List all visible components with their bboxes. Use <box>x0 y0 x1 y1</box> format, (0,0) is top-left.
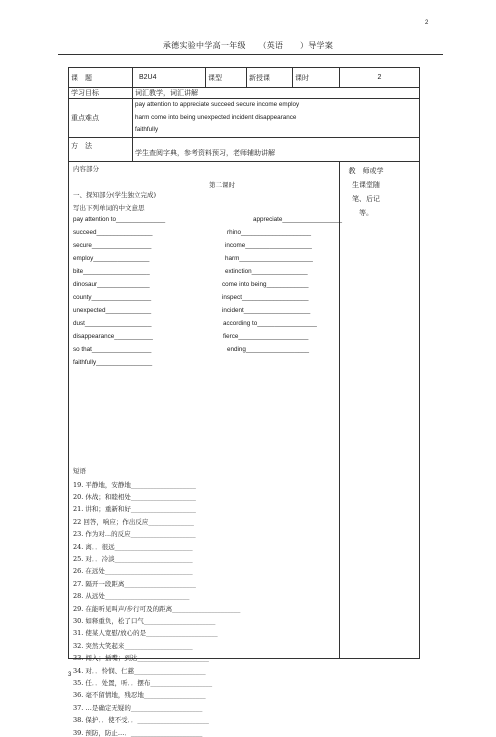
vocab-item-left: dinosaur_______________ <box>73 280 150 288</box>
side-note: 教 师或学生课堂随笔、后记等。 <box>348 166 384 217</box>
vocab-item-right: rhino____________________ <box>227 228 312 236</box>
vocab-item-right: according to_________________ <box>223 319 317 327</box>
method-label: 方 法 <box>69 137 133 161</box>
content-label: 内容部分 <box>73 164 99 173</box>
vocab-item-left: pay attention to______________ <box>73 215 166 223</box>
side-note-cell <box>340 161 420 658</box>
phrase-item: 37. …是确定无疑的______________________ <box>73 703 203 712</box>
objective-value: 词汇教学，词汇讲解 <box>133 88 420 99</box>
vocab-item-right: ending__________________ <box>227 345 309 353</box>
vocab-item-left: county_________________ <box>73 293 152 301</box>
phrase-item: 32. 突然大笑起来_____________________ <box>73 641 193 650</box>
phrase-item: 21. 讲和；重新和好____________________ <box>73 505 196 514</box>
lesson-type-value: 新授课 <box>247 68 293 88</box>
topic-label: 课 题 <box>69 68 133 88</box>
phrase-item: 38. 保护．．使不受．．______________________ <box>73 716 209 725</box>
phrase-item: 19. 平静地，安静地____________________ <box>73 480 196 489</box>
objective-label: 学习目标 <box>69 88 133 99</box>
class-hours-label: 课时 <box>293 68 340 88</box>
key-points-line-1: pay attention to appreciate succeed secure income employ <box>135 101 300 108</box>
phrases-label: 短语 <box>73 466 86 475</box>
key-points-line-3: faithfully <box>135 126 159 133</box>
vocab-item-left: succeed________________ <box>73 228 153 236</box>
phrase-item: 35. 任．．处置，听．．摆布___________________ <box>73 678 213 687</box>
section-heading: 一、探知部分(学生独立完成) <box>73 190 157 199</box>
vocab-item-left: secure_________________ <box>73 241 152 249</box>
vocab-item-left: unexpected_____________ <box>73 306 152 314</box>
phrase-item: 34. 对．．怜悯、仁慈______________________ <box>73 666 206 675</box>
page-number-bottom: 3 <box>68 672 72 678</box>
lesson-type-label: 课型 <box>206 68 247 88</box>
phrase-item: 33. 闯入；插嘴；到达______________________ <box>73 654 209 663</box>
vocab-item-right: appreciate_________________ <box>253 215 342 223</box>
key-points-line-2: harm come into being unexpected incident disappearance <box>135 113 297 121</box>
phrase-item: 23. 作为对...的反应____________________ <box>73 530 196 539</box>
instruction-text: 写出下列单词的中文意思 <box>73 203 145 212</box>
lesson-plan-table <box>68 67 420 737</box>
page-number-top: 2 <box>425 20 429 26</box>
phrase-item: 22 回答，响应；作出反应______________ <box>73 517 194 526</box>
lesson-heading: 第二课时 <box>209 180 235 189</box>
topic-value: B2U4 <box>133 68 206 88</box>
phrase-item: 31. 使某人宽慰/放心的是______________________ <box>73 629 218 638</box>
phrase-item: 20. 休战；和睦相处____________________ <box>73 492 196 501</box>
key-points-label: 重点难点 <box>69 99 133 138</box>
phrase-item: 28. 从远处__________________________ <box>73 592 190 601</box>
key-points-value <box>133 99 420 138</box>
vocab-item-left: bite___________________ <box>73 267 150 275</box>
header-title: 承德实验中学高一年级 （英语 ）导学案 <box>162 41 334 50</box>
vocab-item-right: incident___________________ <box>222 306 311 314</box>
vocab-item-left: faithfully________________ <box>73 358 153 366</box>
header-rule <box>58 54 443 55</box>
vocab-item-right: fierce____________________ <box>223 332 309 340</box>
vocab-item-right: inspect___________________ <box>222 293 309 301</box>
vocab-item-right: income___________________ <box>225 241 312 249</box>
phrase-item: 26. 在远处___________________________ <box>73 567 193 576</box>
method-value: 学生查阅字典，参考资料预习，老师辅助讲解 <box>133 137 420 161</box>
phrase-item: 30. 如释重负，松了口气______________________ <box>73 616 216 625</box>
class-hours-value: 2 <box>340 68 420 88</box>
phrase-item: 36. 毫不留情地，残忍地___________________ <box>73 691 206 700</box>
vocab-item-right: harm_____________________ <box>225 254 313 262</box>
vocab-item-right: come into being____________ <box>222 280 309 288</box>
vocab-item-left: so that_________________ <box>73 345 152 353</box>
phrase-item: 29. 在能听见叫声/步行可及的距离_____________________ <box>73 604 241 613</box>
vocab-item-left: disappearance___________ <box>73 332 153 340</box>
phrase-item: 24. 离．．很远________________________ <box>73 542 193 551</box>
vocab-item-left: dust___________________ <box>73 319 152 327</box>
phrase-item: 25. 对．．冷淡________________________ <box>73 554 193 563</box>
content-cell <box>69 161 342 737</box>
vocab-item-left: employ________________ <box>73 254 150 262</box>
phrase-item: 39. 预防，防止…．______________________ <box>73 728 203 737</box>
vocab-item-right: extinction________________ <box>225 267 308 275</box>
phrase-item: 27. 隔开一段距离______________________ <box>73 579 196 588</box>
